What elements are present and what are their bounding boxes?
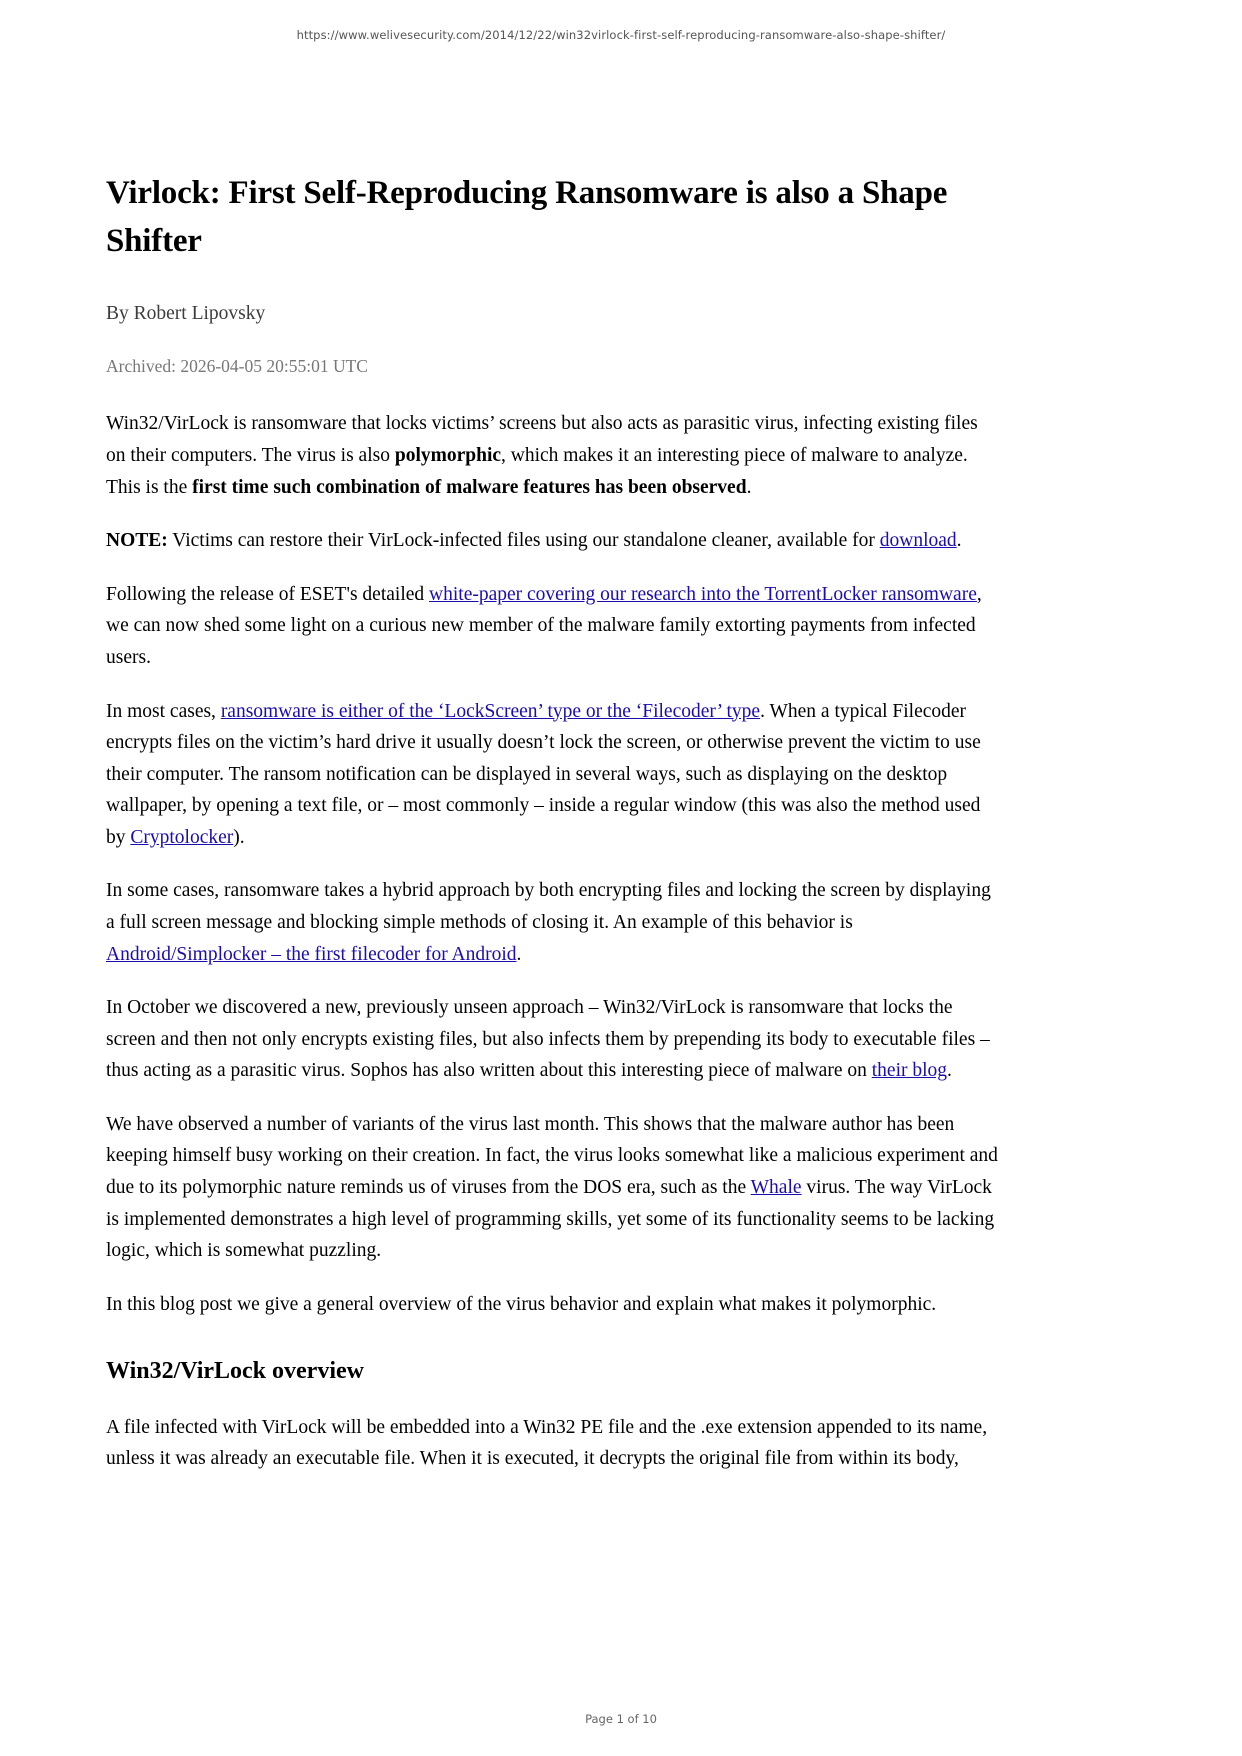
- text-segment: ).: [233, 826, 245, 848]
- text-segment: We have observed a number of variants of the virus last month. This shows that the malware author has been keeping himself busy working on their creation. In fact, the virus looks somewhat like a malicious experiment and due to its polymorphic nature reminds us of viruses from the DOS era, such as the: [106, 1113, 998, 1199]
- text-segment: Victims can restore their VirLock-infected files using our standalone cleaner, available for: [167, 530, 880, 552]
- archive-url: https://www.welivesecurity.com/2014/12/22/win32virlock-first-self-reproducing-ransomware-also-shape-shifter/: [296, 28, 946, 42]
- link-cryptolocker[interactable]: Cryptolocker: [130, 826, 234, 848]
- text-segment: . When a typical Filecoder encrypts files on the victim’s hard drive it usually doesn’t lock the screen, or otherwise prevent the victim to use their computer. The ransom notification can be displayed in several ways, such as displaying on the desktop wallpaper, by opening a text file, or – most commonly – inside a regular window (this was also the method used by: [106, 700, 981, 848]
- article-content: [106, 170, 1000, 1497]
- page-number-footer: Page 1 of 10: [585, 1712, 657, 1726]
- archived-timestamp: Archived: 2026-04-05 20:55:01 UTC: [106, 355, 368, 376]
- page-title: Virlock: First Self-Reproducing Ransomware is also a Shape Shifter: [106, 175, 948, 259]
- text-segment: .: [746, 476, 752, 498]
- text-bold-firsttime: first time such combination of malware features has been observed: [192, 476, 747, 498]
- paragraph-hybrid: [106, 875, 1000, 970]
- note-label: NOTE:: [106, 530, 168, 552]
- section-heading-virlock-overview: Win32/VirLock overview: [106, 1358, 364, 1385]
- link-ransomware-types[interactable]: ransomware is either of the ‘LockScreen’ type or the ‘Filecoder’ type: [220, 700, 761, 722]
- text-segment: , which makes it an interesting piece of malware to analyze. This is the: [106, 445, 968, 498]
- author-byline: By Robert Lipovsky: [106, 302, 266, 324]
- link-torrentlocker-whitepaper[interactable]: white-paper covering our research into the TorrentLocker ransomware: [429, 583, 977, 605]
- paragraph-note: [106, 525, 1000, 557]
- text-segment: .: [947, 1060, 952, 1082]
- link-whale-virus[interactable]: Whale: [750, 1177, 802, 1199]
- text-segment: Following the release of ESET's detailed: [106, 583, 430, 605]
- text-segment: In most cases,: [106, 700, 221, 722]
- link-sophos-blog[interactable]: their blog: [871, 1060, 948, 1082]
- text-segment: Win32/VirLock is ransomware that locks victims’ screens but also acts as parasitic virus, infecting existing files on their computers. The virus is also: [106, 413, 978, 467]
- link-download[interactable]: download: [879, 530, 957, 552]
- paragraph-infected-file: A file infected with VirLock will be embedded into a Win32 PE file and the .exe extension appended to its name, unless it was already an executable file. When it is executed, it decrypts the original file from within its body,: [106, 1416, 988, 1470]
- text-segment: , we can now shed some light on a curious new member of the malware family extorting payments from infected users.: [106, 583, 982, 668]
- paragraph-whitepaper: [106, 579, 1000, 674]
- paragraph-october-discovery: [106, 992, 1000, 1087]
- text-segment: .: [516, 943, 522, 965]
- text-bold-polymorphic: polymorphic: [394, 445, 502, 467]
- paragraph-overview-intro: In this blog post we give a general overview of the virus behavior and explain what makes it polymorphic.: [106, 1293, 937, 1315]
- paragraph-intro: [106, 408, 1000, 503]
- text-segment: In some cases, ransomware takes a hybrid approach by both encrypting files and locking the screen by displaying a full screen message and blocking simple methods of closing it. An example of this behavior is: [106, 880, 991, 933]
- paragraph-variants: [106, 1109, 1000, 1267]
- text-segment: virus. The way VirLock is implemented demonstrates a high level of programming skills, yet some of its functionality seems to be lacking logic, which is somewhat puzzling.: [106, 1177, 995, 1262]
- text-segment: .: [956, 530, 962, 552]
- text-segment: In October we discovered a new, previously unseen approach – Win32/VirLock is ransomware that locks the screen and then not only encrypts existing files, but also infects them by prepending its body to executable files – thus acting as a parasitic virus. Sophos has also written about this interesting piece of malware on: [106, 997, 990, 1082]
- paragraph-ransomware-types: [106, 696, 1000, 854]
- link-simplocker[interactable]: Android/Simplocker – the first filecoder for Android: [106, 943, 517, 965]
